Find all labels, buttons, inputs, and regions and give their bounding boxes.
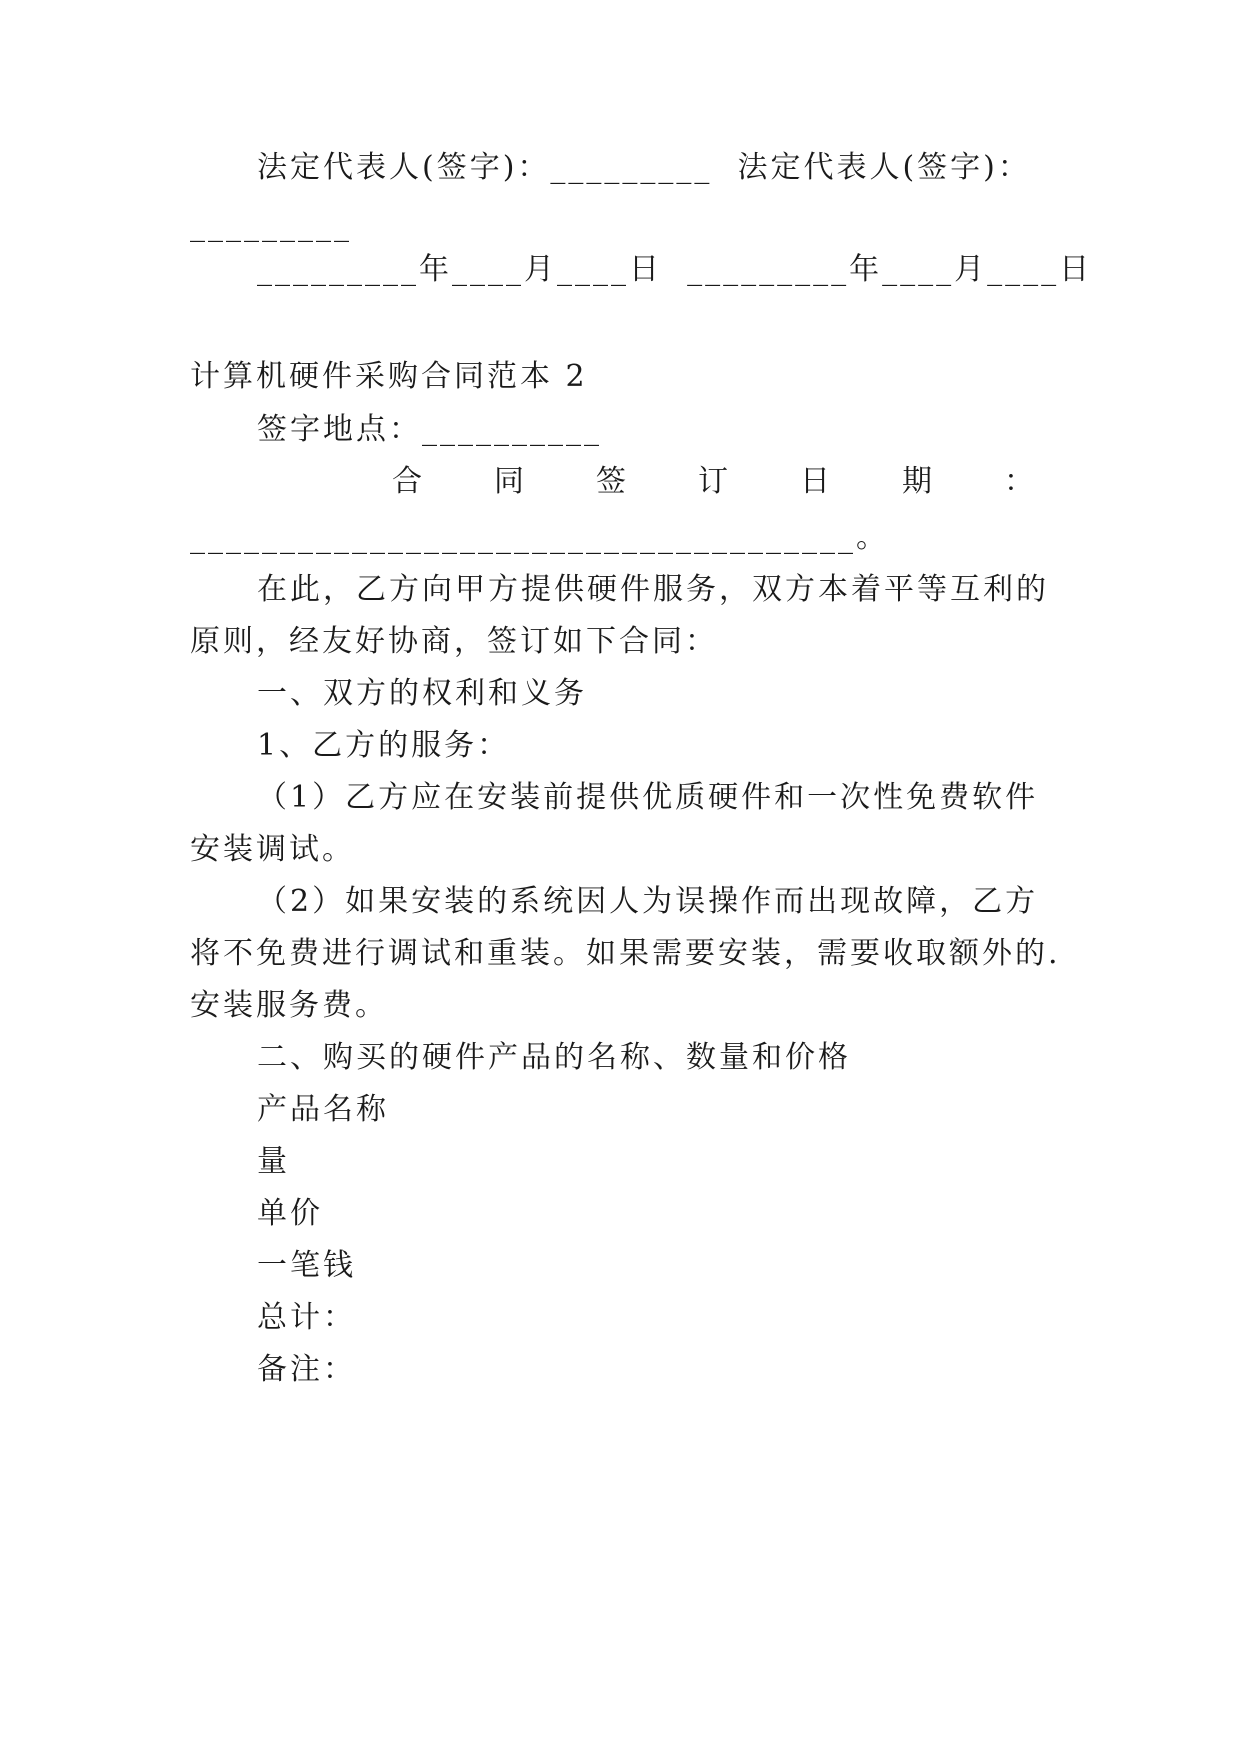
list-item: 1、乙方的服务： xyxy=(257,728,511,763)
contract-date-char: 签 xyxy=(596,464,626,499)
field-label: 产品名称 xyxy=(257,1092,389,1127)
contract-date-char: 订 xyxy=(698,464,728,499)
paragraph: 将不免费进行调试和重装。如果需要安装，需要收取额外的. xyxy=(190,936,1061,971)
signature-date-line: _________年____月____日 _________年____月____日 xyxy=(257,252,1093,287)
field-label: 备注： xyxy=(257,1352,356,1387)
paragraph: （2）如果安装的系统因人为误操作而出现故障，乙方 xyxy=(257,884,1039,919)
paragraph: 在此，乙方向甲方提供硬件服务，双方本着平等互利的 xyxy=(257,572,1049,607)
contract-date-underline: _____________________________________。 xyxy=(190,520,889,555)
signature-line-continued: _________ xyxy=(190,208,352,243)
field-label: 量 xyxy=(257,1144,290,1179)
contract-date-char: 日 xyxy=(800,464,830,499)
contract-date-label xyxy=(392,462,1034,502)
sign-place: 签字地点：__________ xyxy=(257,412,602,447)
field-label: 一笔钱 xyxy=(257,1248,356,1283)
heading: 二、购买的硬件产品的名称、数量和价格 xyxy=(257,1040,851,1075)
paragraph: 安装服务费。 xyxy=(190,988,388,1023)
field-label: 总计： xyxy=(257,1300,356,1335)
contract-date-char: 合 xyxy=(392,464,422,499)
contract-date-char: ： xyxy=(1004,464,1034,499)
field-label: 单价 xyxy=(257,1196,323,1231)
paragraph: 安装调试。 xyxy=(190,832,355,867)
signature-line: 法定代表人(签字)：_________ 法定代表人(签字)： xyxy=(257,150,1031,185)
paragraph: （1）乙方应在安装前提供优质硬件和一次性免费软件 xyxy=(257,780,1039,815)
section-title: 计算机硬件采购合同范本 2 xyxy=(190,359,588,394)
contract-date-char: 期 xyxy=(902,464,932,499)
heading: 一、双方的权利和义务 xyxy=(257,676,587,711)
contract-date-char: 同 xyxy=(494,464,524,499)
paragraph: 原则，经友好协商，签订如下合同： xyxy=(190,624,718,659)
